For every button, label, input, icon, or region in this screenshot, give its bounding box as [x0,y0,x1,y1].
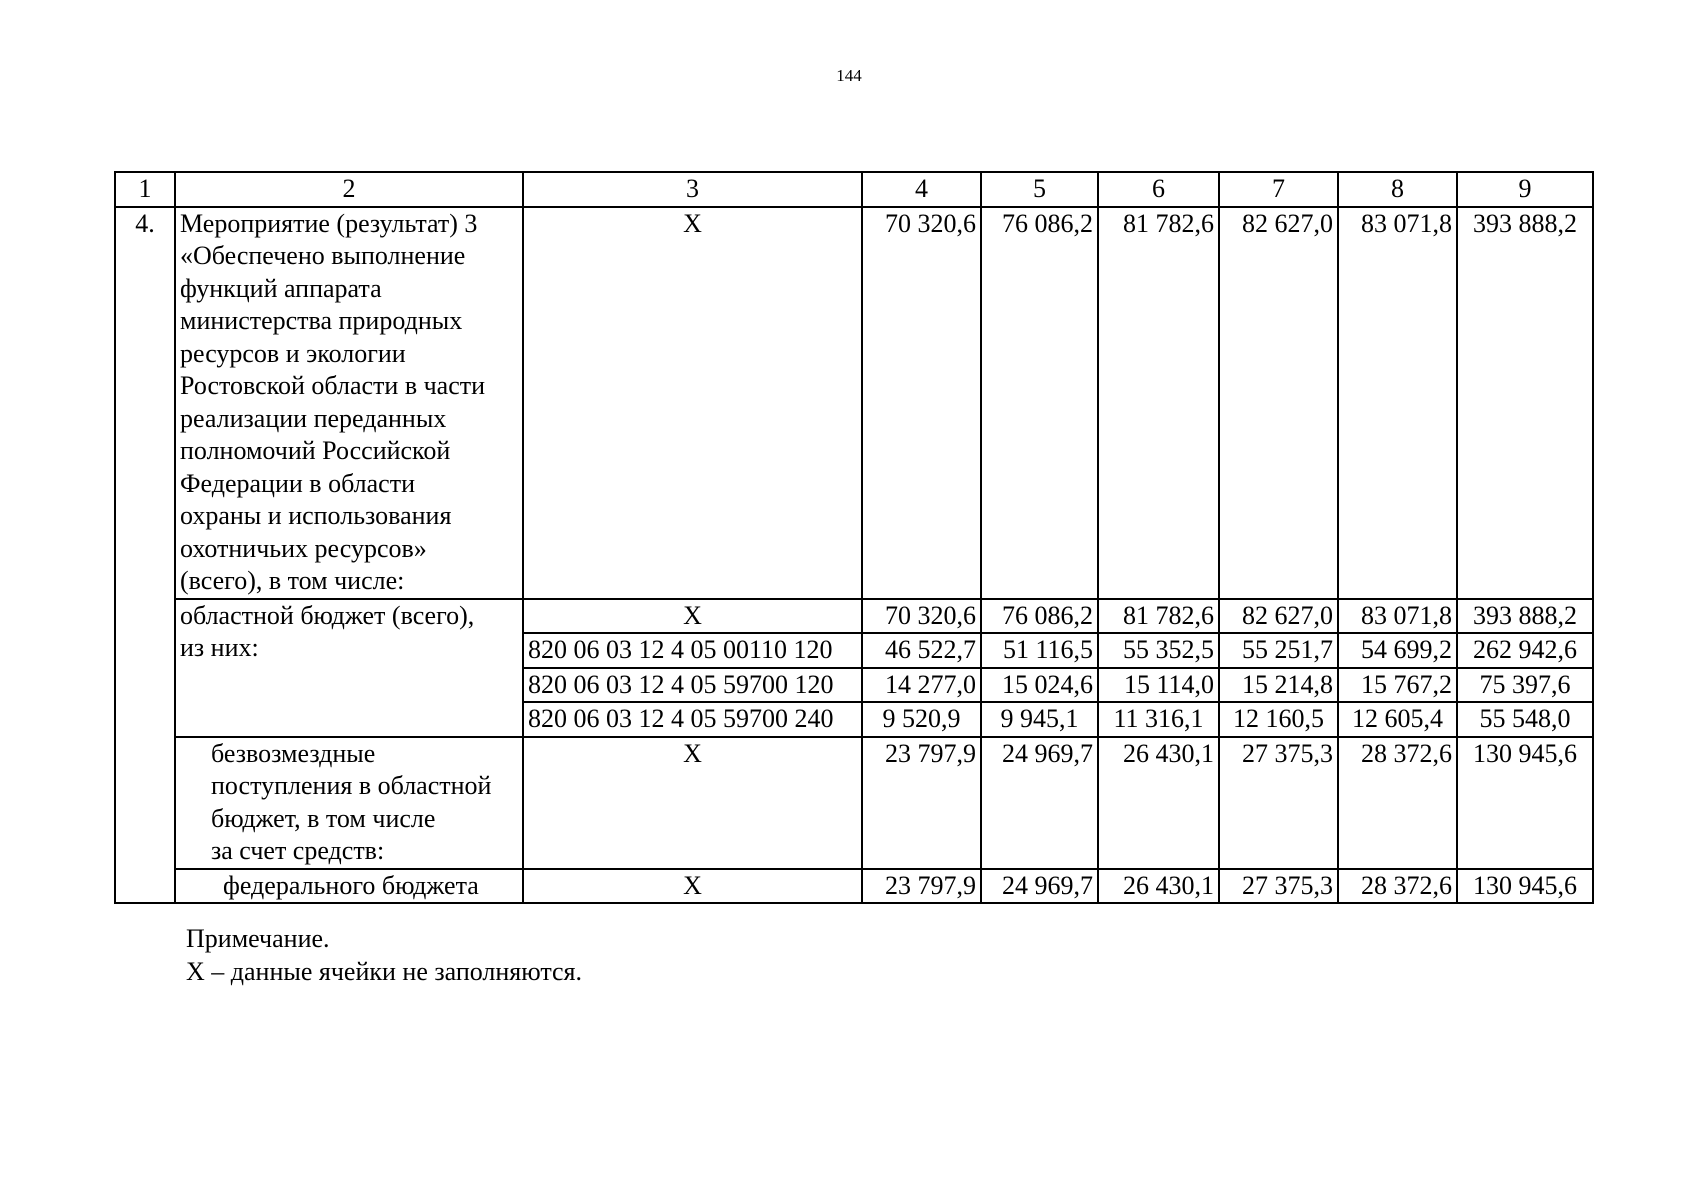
value-cell: 24 969,7 [981,869,1098,904]
value-cell: 76 086,2 [981,599,1098,634]
value-cell: 12 605,4 [1338,702,1457,737]
header-cell: 6 [1098,172,1219,207]
gratuitous-receipts-label: безвозмездные поступления в областной бюджет, в том числе за счет средств: [175,737,523,869]
value-cell-total: 393 888,2 [1457,599,1593,634]
header-cell: 4 [862,172,981,207]
budget-table [114,171,1594,904]
table-row-regional-total [115,599,1593,634]
value-cell: 70 320,6 [862,207,981,599]
value-cell: 76 086,2 [981,207,1098,599]
budget-code: X [523,869,862,904]
header-cell: 9 [1457,172,1593,207]
event-name: Мероприятие (результат) 3 «Обеспечено выполнение функций аппарата министерства природных ресурсов и экологии Ростовской области в части реализации переданных полномочий Российской Федерации в области охраны и использования охотничьих ресурсов» (всего), в том числе: [175,207,523,599]
budget-code: X [523,599,862,634]
header-row [115,172,1593,207]
value-cell: 26 430,1 [1098,737,1219,869]
value-cell: 46 522,7 [862,633,981,668]
budget-code: X [523,207,862,599]
value-cell: 15 214,8 [1219,668,1338,703]
value-cell: 9 945,1 [981,702,1098,737]
value-cell: 15 767,2 [1338,668,1457,703]
table-row-federal [115,869,1593,904]
value-cell: 55 352,5 [1098,633,1219,668]
footnote [186,923,582,988]
value-cell: 14 277,0 [862,668,981,703]
value-cell: 70 320,6 [862,599,981,634]
value-cell-total: 262 942,6 [1457,633,1593,668]
footnote-title: Примечание. [186,924,330,953]
budget-code: 820 06 03 12 4 05 00110 120 [523,633,862,668]
value-cell: 81 782,6 [1098,207,1219,599]
table-row-main [115,207,1593,599]
value-cell: 28 372,6 [1338,737,1457,869]
value-cell: 51 116,5 [981,633,1098,668]
value-cell-total: 55 548,0 [1457,702,1593,737]
value-cell: 82 627,0 [1219,207,1338,599]
footnote-text: X – данные ячейки не заполняются. [186,956,583,986]
value-cell: 83 071,8 [1338,207,1457,599]
value-cell: 23 797,9 [862,737,981,869]
header-cell: 2 [175,172,523,207]
header-cell: 8 [1338,172,1457,207]
value-cell: 26 430,1 [1098,869,1219,904]
value-cell-total: 393 888,2 [1457,207,1593,599]
value-cell: 12 160,5 [1219,702,1338,737]
table-row-gratuitous [115,737,1593,869]
value-cell: 82 627,0 [1219,599,1338,634]
value-cell-total: 130 945,6 [1457,737,1593,869]
header-cell: 7 [1219,172,1338,207]
value-cell: 23 797,9 [862,869,981,904]
budget-code: X [523,737,862,869]
value-cell: 11 316,1 [1098,702,1219,737]
value-cell: 15 114,0 [1098,668,1219,703]
value-cell: 81 782,6 [1098,599,1219,634]
header-cell: 1 [115,172,175,207]
budget-code: 820 06 03 12 4 05 59700 240 [523,702,862,737]
budget-code: 820 06 03 12 4 05 59700 120 [523,668,862,703]
value-cell: 54 699,2 [1338,633,1457,668]
value-cell: 9 520,9 [862,702,981,737]
header-cell: 5 [981,172,1098,207]
page-number: 144 [836,66,862,85]
value-cell: 15 024,6 [981,668,1098,703]
value-cell: 83 071,8 [1338,599,1457,634]
value-cell-total: 75 397,6 [1457,668,1593,703]
value-cell: 28 372,6 [1338,869,1457,904]
row-number: 4. [115,207,175,904]
regional-budget-label: областной бюджет (всего), из них: [175,599,523,737]
value-cell: 27 375,3 [1219,737,1338,869]
value-cell: 27 375,3 [1219,869,1338,904]
value-cell: 24 969,7 [981,737,1098,869]
value-cell-total: 130 945,6 [1457,869,1593,904]
header-cell: 3 [523,172,862,207]
federal-budget-label: федерального бюджета [175,869,523,904]
value-cell: 55 251,7 [1219,633,1338,668]
